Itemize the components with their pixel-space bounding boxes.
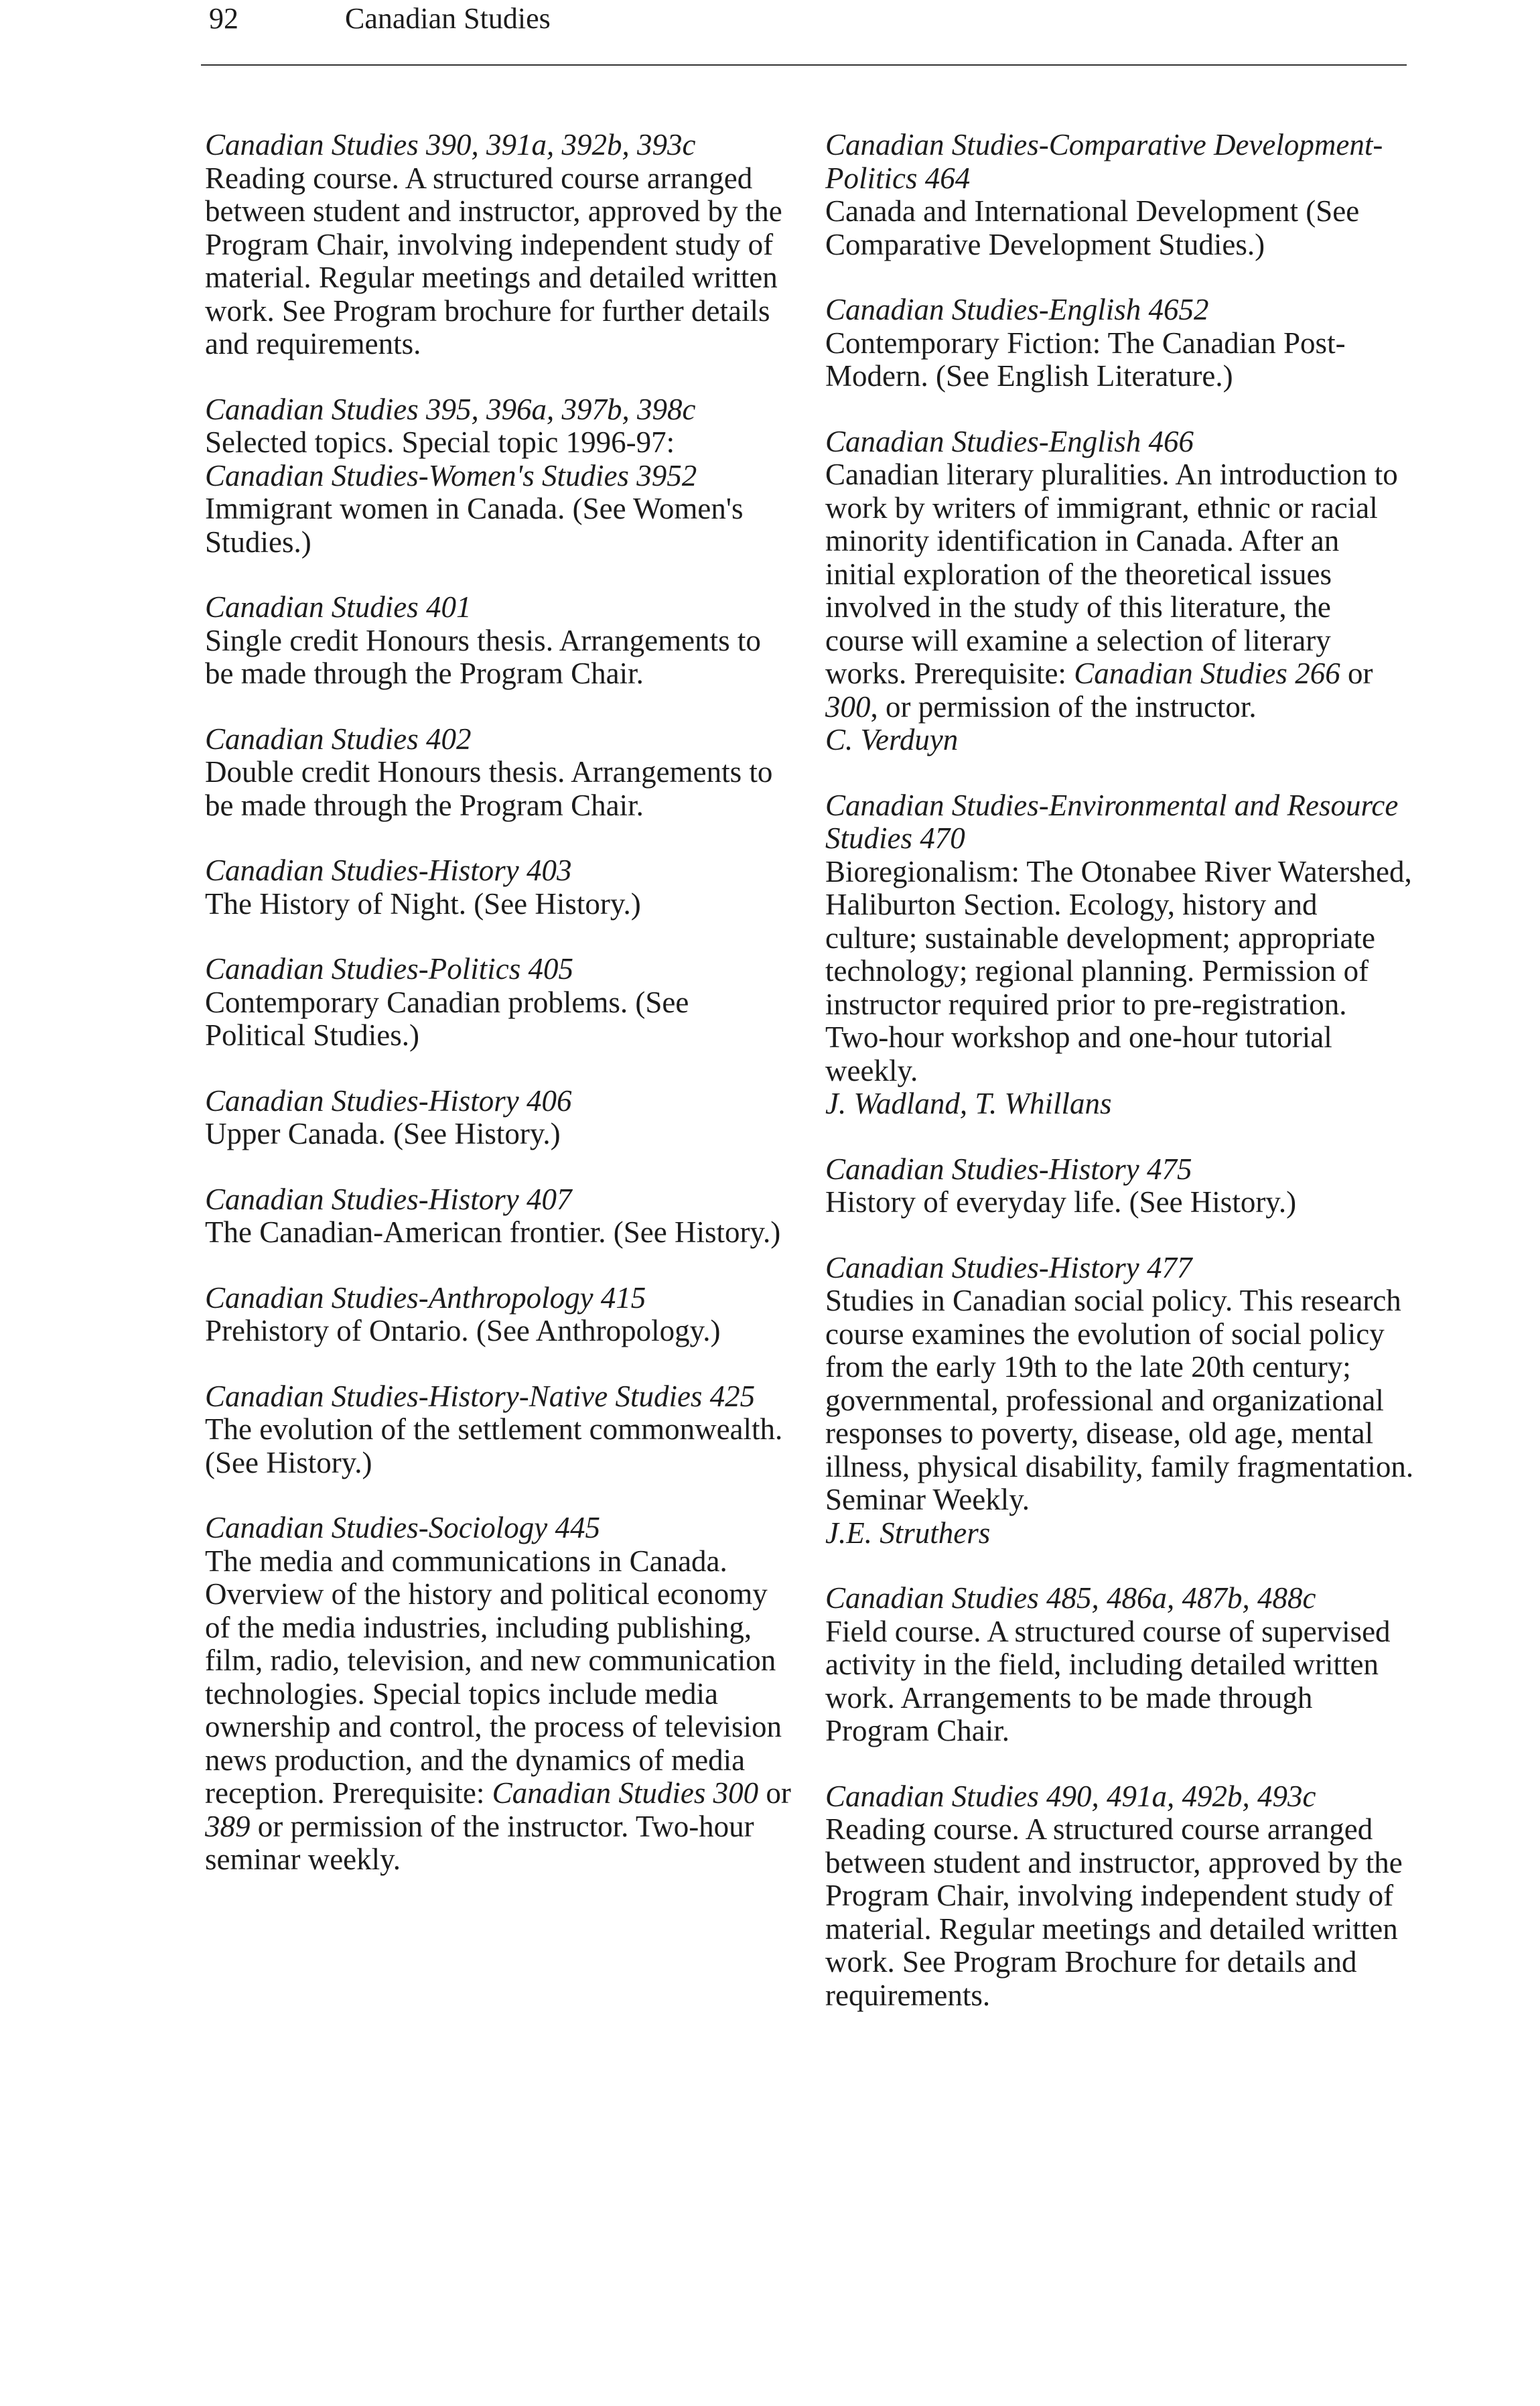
course-heading: Canadian Studies-English 466 — [825, 424, 1194, 458]
description-text: Contemporary Fiction: The Canadian Post-Modern. (See English Literature.) — [825, 326, 1346, 393]
course-description — [825, 856, 1415, 1088]
course-heading: Canadian Studies-History 403 — [205, 854, 572, 887]
course-description — [205, 1315, 794, 1348]
description-text: Field course. A structured course of supervised activity in the field, including detailed written work. Arrangements to be made through Program Chair. — [825, 1614, 1391, 1747]
course-entry — [825, 129, 1415, 261]
course-entry — [205, 129, 794, 361]
instructor-name: C. Verduyn — [825, 723, 959, 756]
description-text: Prehistory of Ontario. (See Anthropology.) — [205, 1314, 721, 1347]
description-text: Reading course. A structured course arranged between student and instructor, approved by the Program Chair, involving independent study of material. Regular meetings and detailed written work. See Program brochure for further details and requirements. — [205, 161, 782, 360]
page-number: 92 — [209, 2, 238, 35]
course-heading: Canadian Studies-History 406 — [205, 1083, 572, 1118]
course-description — [205, 624, 794, 691]
course-entry — [825, 425, 1415, 757]
description-text: Bioregionalism: The Otonabee River Watershed, Haliburton Section. Ecology, history and culture; sustainable development; appropriate technology; regional planning. Permission of instructor required prior to pre-registration. Two-hour workshop and one-hour tutorial weekly. — [825, 854, 1412, 1087]
prerequisite-join: or — [758, 1776, 791, 1810]
course-entry — [205, 723, 794, 823]
course-heading: Canadian Studies-English 4652 — [825, 293, 1209, 326]
course-entry — [205, 1183, 794, 1250]
description-text: Reading course. A structured course arranged between student and instructor, approved by the Program Chair, involving independent study of material. Regular meetings and detailed written work. See Program Brochure for details and requirements. — [825, 1812, 1403, 2012]
course-heading: Canadian Studies-History-Native Studies 425 — [205, 1379, 756, 1413]
description-text: Selected topics. Special topic 1996-97: — [205, 425, 675, 459]
course-heading: Canadian Studies 402 — [205, 722, 472, 756]
course-heading: Canadian Studies 395, 396a, 397b, 398c — [205, 392, 696, 426]
description-text: Canadian literary pluralities. An introduction to work by writers of immigrant, ethnic or racial minority identification in Canada. After an initial exploration of the theoretical issues involved in the study of this literature, the course will examine a selection of literary works. Prerequisite: — [825, 458, 1398, 690]
prerequisite-join: or — [1340, 657, 1373, 690]
course-heading: Canadian Studies 390, 391a, 392b, 393c — [205, 128, 696, 161]
course-entry — [825, 1780, 1415, 2013]
description-text: Canada and International Development (See Comparative Development Studies.) — [825, 194, 1360, 261]
description-text: Double credit Honours thesis. Arrangements to be made through the Program Chair. — [205, 755, 773, 822]
description-text: The media and communications in Canada. Overview of the history and political economy of the media industries, including publishing, film, radio, television, and new communication technologies. Special topics include media ownership and control, the process of television news production, and the dynamics of media reception. Prerequisite: — [205, 1544, 782, 1810]
right-column — [825, 129, 1415, 2044]
course-entry — [205, 591, 794, 691]
course-description — [205, 1216, 794, 1250]
course-description — [205, 162, 794, 361]
description-text: Studies in Canadian social policy. This research course examines the evolution of social policy from the early 19th to the late 20th century; governmental, professional and organizational responses to poverty, disease, old age, mental illness, physical disability, family fragmentation. Seminar Weekly. — [825, 1284, 1414, 1516]
course-entry — [205, 854, 794, 921]
course-entry — [825, 293, 1415, 393]
course-entry — [825, 1153, 1415, 1219]
course-description — [825, 1284, 1415, 1517]
course-description — [825, 1615, 1415, 1748]
course-description — [825, 327, 1415, 393]
course-heading: Canadian Studies-Environmental and Resource Studies 470 — [825, 788, 1399, 855]
course-entry — [825, 789, 1415, 1121]
course-description — [205, 426, 794, 460]
course-heading: Canadian Studies-History 475 — [825, 1152, 1192, 1186]
course-description — [825, 1186, 1415, 1219]
course-description — [825, 458, 1415, 724]
course-heading: Canadian Studies 401 — [205, 590, 472, 624]
prerequisite-course: 300 — [825, 689, 871, 724]
course-description — [205, 1545, 794, 1877]
course-heading: Canadian Studies-Anthropology 415 — [205, 1280, 646, 1315]
description-text: History of everyday life. (See History.) — [825, 1185, 1297, 1219]
course-entry — [825, 1252, 1415, 1550]
description-text-end: , or permission of the instructor. — [870, 689, 1257, 724]
course-heading: Canadian Studies 485, 486a, 487b, 488c — [825, 1581, 1316, 1615]
course-heading: Canadian Studies-History 407 — [205, 1182, 572, 1216]
course-entry — [825, 1582, 1415, 1748]
course-description — [205, 756, 794, 822]
description-text-end: or permission of the instructor. Two-hour seminar weekly. — [205, 1809, 754, 1876]
running-head: Canadian Studies — [345, 2, 551, 35]
course-heading: Canadian Studies-History 477 — [825, 1250, 1192, 1284]
course-description — [825, 195, 1415, 261]
course-heading: Canadian Studies-Sociology 445 — [205, 1511, 600, 1544]
course-description — [205, 986, 794, 1053]
special-topic-description: Immigrant women in Canada. (See Women's Studies.) — [205, 492, 744, 559]
description-text: Contemporary Canadian problems. (See Political Studies.) — [205, 985, 689, 1052]
course-heading: Canadian Studies-Comparative Development-Politics 464 — [825, 128, 1383, 195]
instructor-name: J. Wadland, T. Whillans — [825, 1087, 1112, 1120]
prerequisite-course: Canadian Studies 266 — [1074, 657, 1340, 690]
course-entry — [205, 1380, 794, 1480]
course-entry — [205, 1282, 794, 1348]
description-text: Single credit Honours thesis. Arrangements to be made through the Program Chair. — [205, 623, 761, 690]
description-text: The evolution of the settlement commonwealth. (See History.) — [205, 1412, 783, 1479]
course-entry — [205, 1512, 794, 1877]
course-description — [205, 1413, 794, 1479]
course-entry — [205, 953, 794, 1053]
prerequisite-course: 389 — [205, 1809, 251, 1843]
header-rule — [201, 64, 1407, 66]
description-text: Upper Canada. (See History.) — [205, 1117, 561, 1150]
course-description — [825, 1813, 1415, 2012]
instructor-name: J.E. Struthers — [825, 1516, 991, 1550]
left-column — [205, 129, 794, 1909]
course-description — [205, 888, 794, 921]
course-heading: Canadian Studies 490, 491a, 492b, 493c — [825, 1779, 1316, 1813]
prerequisite-course: Canadian Studies 300 — [492, 1776, 759, 1810]
description-text: The History of Night. (See History.) — [205, 886, 641, 921]
course-entry — [205, 1085, 794, 1151]
page-header — [201, 0, 1407, 67]
description-text: The Canadian-American frontier. (See History.) — [205, 1215, 781, 1249]
course-heading: Canadian Studies-Politics 405 — [205, 952, 573, 986]
course-entry — [205, 393, 794, 559]
special-topic-heading: Canadian Studies-Women's Studies 3952 — [205, 458, 697, 492]
course-description — [205, 1118, 794, 1151]
